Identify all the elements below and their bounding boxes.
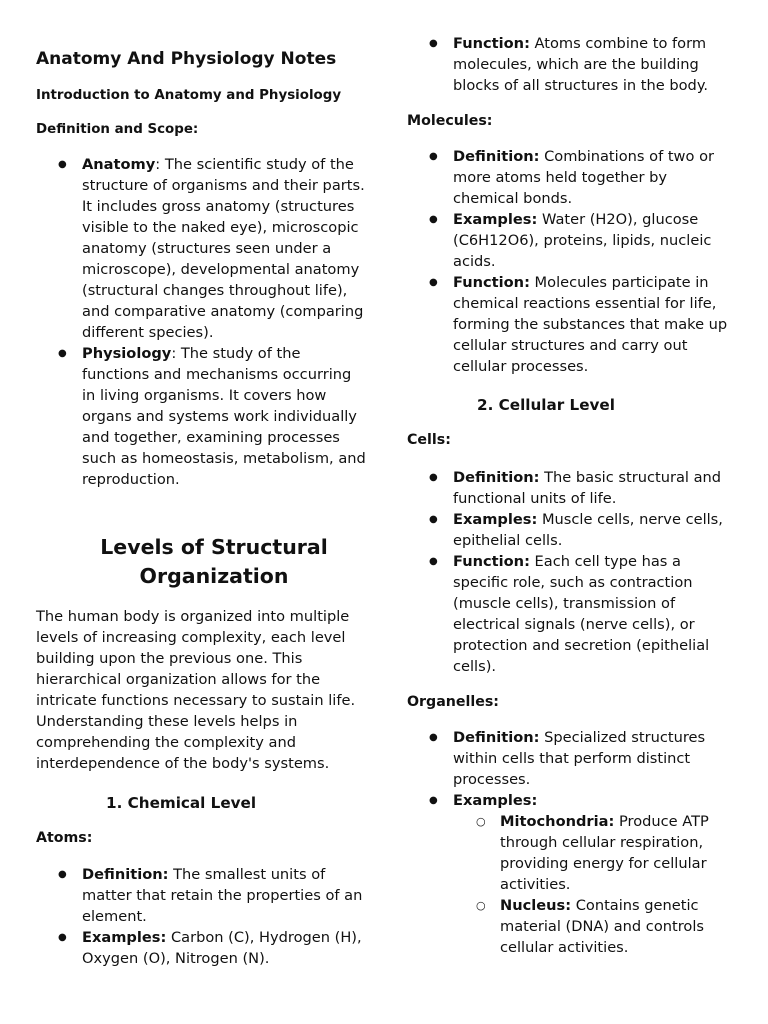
list-item: ● Definition: Combinations of two or more atoms held together by chemical bonds. bbox=[407, 146, 737, 209]
organelle-examples-sublist bbox=[453, 811, 737, 958]
levels-section-title: Levels of Structural Organization bbox=[100, 535, 328, 588]
list-item: ● Anatomy: The scientific study of the structure of organisms and their parts. It includes gross anatomy (structures visible to the naked eye), microscopic anatomy (structures seen under a microscope), developmental anatomy (structural changes throughout life), and comparative anatomy (comparing different species). bbox=[36, 154, 368, 343]
intro-heading: Introduction to Anatomy and Physiology bbox=[36, 88, 342, 103]
atoms-list bbox=[36, 864, 368, 969]
molecules-list bbox=[407, 146, 737, 377]
list-item: ● Definition: Specialized structures within cells that perform distinct processes. bbox=[407, 727, 737, 790]
list-item: ● Physiology: The study of the functions and mechanisms occurring in living organisms. It covers how organs and systems work individually and together, examining processes such as homeostasis, metabolism, and reproduction. bbox=[36, 343, 368, 490]
levels-intro-paragraph: The human body is organized into multiple levels of increasing complexity, each level building upon the previous one. This hierarchical organization allows for the intricate functions necessary to sustain life. Understanding these levels helps in comprehending the complexity and interdependence of the body's systems. bbox=[36, 608, 356, 772]
chemical-level-heading: 1. Chemical Level bbox=[106, 794, 257, 812]
organelles-list bbox=[407, 727, 737, 958]
document-title: Anatomy And Physiology Notes bbox=[36, 49, 337, 69]
organelles-label: Organelles: bbox=[407, 694, 499, 710]
cellular-level-heading: 2. Cellular Level bbox=[477, 396, 615, 414]
atoms-label: Atoms: bbox=[36, 830, 93, 846]
list-item: ● Function: Each cell type has a specific role, such as contraction (muscle cells), transmission of electrical signals (nerve cells), or protection and secretion (epithelial cells). bbox=[407, 551, 737, 677]
cells-label: Cells: bbox=[407, 432, 451, 448]
list-item: ● Examples: ○ Mitochondria: Produce ATP through cellular respiration, providing energy for cellular activities. ○ Nucleus: Contains genetic material (DNA) and controls cellular activities. bbox=[407, 790, 737, 958]
molecules-label: Molecules: bbox=[407, 113, 493, 129]
list-item: ● Examples: Carbon (C), Hydrogen (H), Oxygen (O), Nitrogen (N). bbox=[36, 927, 368, 969]
list-item: ○ Nucleus: Contains genetic material (DNA) and controls cellular activities. bbox=[407, 895, 737, 958]
cells-list bbox=[407, 467, 737, 677]
list-item: ● Examples: Muscle cells, nerve cells, epithelial cells. bbox=[407, 509, 737, 551]
list-item: ● Function: Atoms combine to form molecules, which are the building blocks of all structures in the body. bbox=[407, 33, 737, 96]
list-item: ● Definition: The smallest units of matter that retain the properties of an element. bbox=[36, 864, 368, 927]
atoms-list-continued bbox=[407, 33, 737, 96]
list-item: ● Function: Molecules participate in chemical reactions essential for life, forming the substances that make up cellular structures and carry out cellular processes. bbox=[407, 272, 737, 377]
list-item: ● Definition: The basic structural and functional units of life. bbox=[407, 467, 737, 509]
scope-list bbox=[36, 154, 368, 490]
list-item: ● Examples: Water (H2O), glucose (C6H12O6), proteins, lipids, nucleic acids. bbox=[407, 209, 737, 272]
definition-scope-heading: Definition and Scope: bbox=[36, 122, 199, 137]
list-item: ○ Mitochondria: Produce ATP through cellular respiration, providing energy for cellular activities. bbox=[407, 811, 737, 895]
